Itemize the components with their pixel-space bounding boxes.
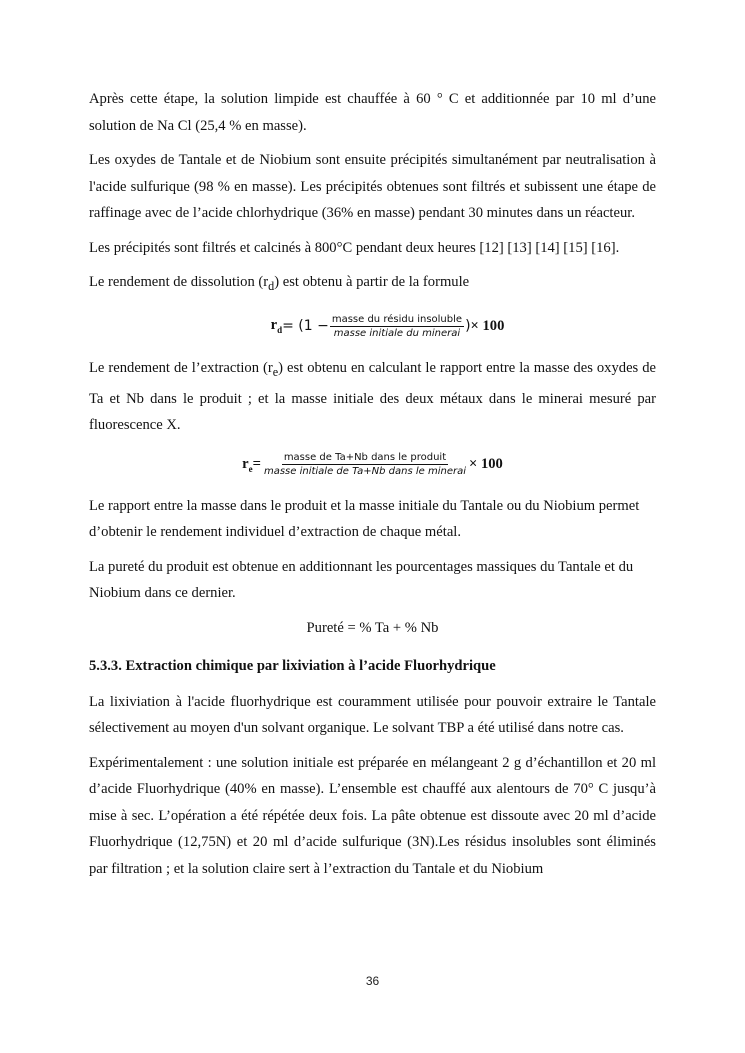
paragraph-extraction-yield (89, 355, 656, 438)
formula-extraction-yield (89, 447, 656, 483)
paragraph-oxide-precipitation: Les oxydes de Tantale et de Niobium sont ensuite précipités simultanément par neutralisation à l'acide sulfurique (98 % en masse). Les précipités obtenues sont filtrés et subissent une étape de raffinage avec de l’acide chlorhydrique (36% en masse) pendant 30 minutes dans un réacteur. (89, 152, 656, 221)
section-heading: 5.3.3. Extraction chimique par lixiviation à l’acide Fluorhydrique (89, 657, 496, 674)
fraction-numerator: masse du résidu insoluble (331, 313, 463, 325)
subscript: d (268, 278, 275, 293)
fraction-denominator: masse initiale du minerai (333, 327, 461, 339)
page-number: 36 (365, 974, 380, 988)
paragraph-solution-heating: Après cette étape, la solution limpide est chauffée à 60 ° C et additionnée par 10 ml d’une solution de Na Cl (25,4 % en masse). (89, 91, 656, 134)
formula-fraction (262, 452, 468, 477)
formula-equals: = (252, 455, 261, 472)
text-segment: ) est obtenu à partir de la formule (274, 274, 470, 290)
text-segment: Le rendement de dissolution (r (89, 274, 269, 290)
document-page (89, 86, 656, 890)
formula-subscript: e (248, 463, 253, 474)
fraction-denominator: masse initiale de Ta+Nb dans le minerai (263, 466, 466, 478)
formula-lhs (242, 456, 261, 474)
paragraph-individual-yield: Le rapport entre la masse dans le produit et la masse initiale du Tantale ou du Niobium permet d’obtenir le rendement individuel d’extraction de chaque métal. (89, 497, 640, 541)
formula-symbol: r (270, 317, 278, 334)
formula-times: × 100 (470, 317, 505, 334)
text-segment: Le rendement de l’extraction (r (89, 360, 273, 377)
fraction-numerator: masse de Ta+Nb dans le produit (283, 452, 447, 464)
formula-close: ) (465, 318, 471, 335)
paragraph-experimental: Expérimentalement : une solution initiale est préparée en mélangeant 2 g d’échantillon et 20 ml d’acide Fluorhydrique (40% en masse). L’ensemble est chauffé aux alentours de 70° C jusqu’à mise à sec. L’opération a été répétée deux fois. La pâte obtenue est dissoute avec 20 ml d’acide Fluorhydrique (12,75N) et 20 ml d’acide sulfurique (3N).Les résidus insolubles sont éliminés par filtration ; et la solution claire sert à l’extraction du Tantale et du Niobium (89, 754, 656, 877)
formula-dissolution-yield (89, 307, 656, 345)
formula-symbol: r (242, 455, 249, 472)
paragraph-calcination: Les précipités sont filtrés et calcinés à 800°C pendant deux heures [12] [13] [14] [15] [16]. (89, 239, 620, 256)
formula-open: = (1 − (282, 318, 329, 335)
paragraph-dissolution-yield (89, 269, 656, 299)
paragraph-hf-leaching: La lixiviation à l'acide fluorhydrique est couramment utilisée pour pouvoir extraire le Tantale sélectivement au moyen d'un solvant organique. Le solvant TBP a été utilisé dans notre cas. (89, 693, 656, 737)
formula-subscript: d (277, 325, 283, 336)
text-segment: ) est obtenu en calculant le rapport entre la masse des oxydes de Ta et Nb dans le produit ; et la masse initiale des deux métaux dans le minerai mesuré par fluorescence X. (89, 360, 656, 434)
formula-purity: Pureté = % Ta + % Nb (306, 619, 439, 636)
subscript: e (272, 365, 279, 380)
paragraph-purity: La pureté du produit est obtenue en additionnant les pourcentages massiques du Tantale et du Niobium dans ce dernier. (89, 558, 634, 602)
formula-times: × 100 (469, 456, 503, 473)
formula-fraction (330, 314, 464, 339)
formula-lhs (271, 317, 283, 335)
